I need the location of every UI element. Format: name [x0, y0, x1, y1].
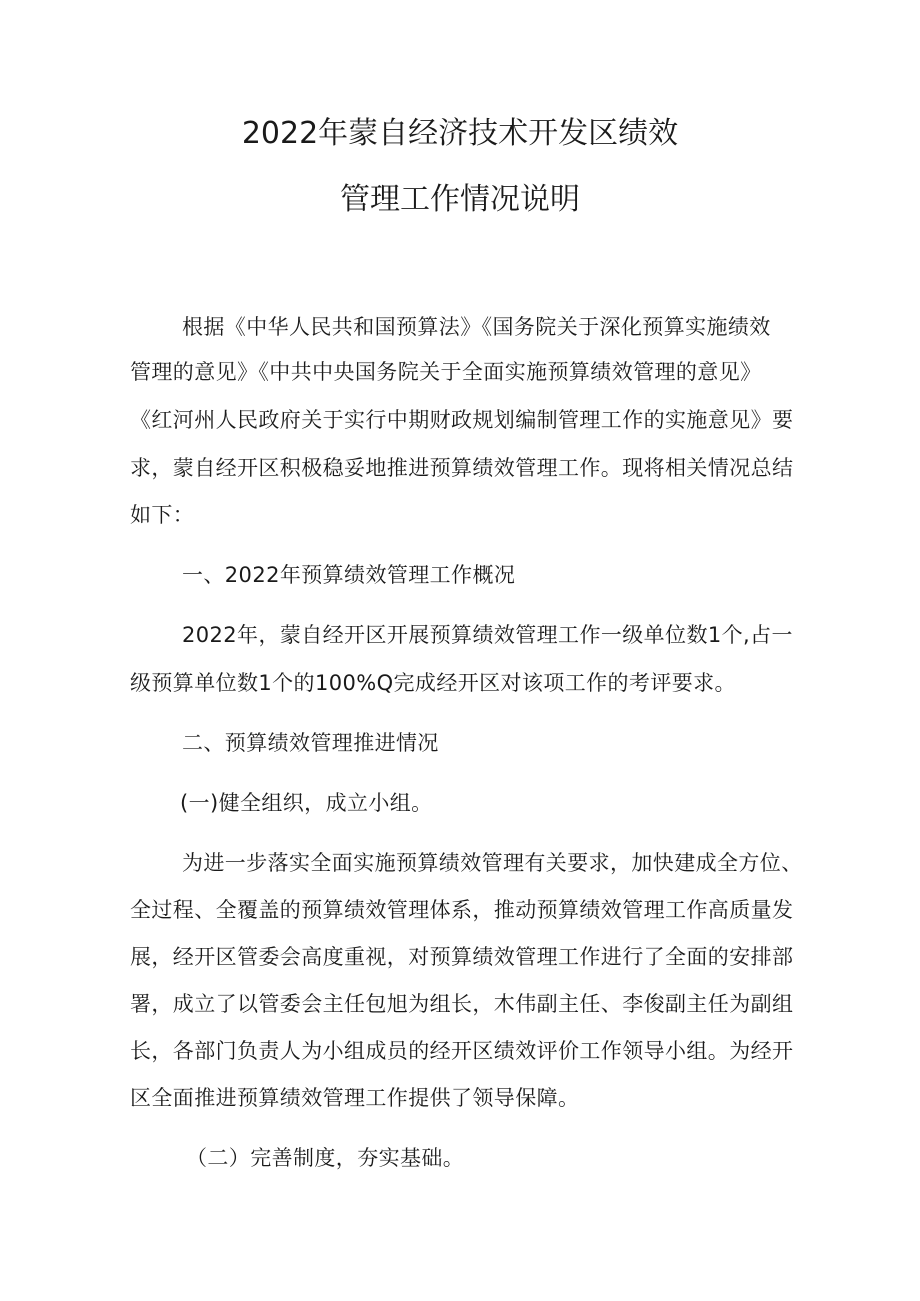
subsection-2-heading: （二）完善制度，夯实基础。	[186, 1146, 465, 1170]
section-1-line-2: 级预算单位数1个的100%Q完成经开区对该项工作的考评要求。	[130, 671, 736, 695]
intro-line-3: 《红河州人民政府关于实行中期财政规划编制管理工作的实施意见》要	[130, 408, 794, 432]
intro-line-1: 根据《中华人民共和国预算法》《国务院关于深化预算实施绩效	[182, 315, 771, 339]
section-2-heading: 二、预算绩效管理推进情况	[182, 731, 439, 755]
intro-line-5: 如下：	[130, 503, 195, 527]
document-title-line-2: 管理工作情况说明	[340, 182, 580, 217]
intro-line-4: 求，蒙自经开区积极稳妥地推进预算绩效管理工作。现将相关情况总结	[130, 456, 794, 480]
intro-line-2: 管理的意见》《中共中央国务院关于全面实施预算绩效管理的意见》	[130, 360, 762, 384]
subsection-1-heading: (一)健全组织，成立小组。	[180, 791, 433, 815]
subsection-1-line-1: 为进一步落实全面实施预算绩效管理有关要求，加快建成全方位、	[182, 851, 803, 875]
subsection-1-line-3: 展，经开区管委会高度重视，对预算绩效管理工作进行了全面的安排部	[130, 945, 794, 969]
subsection-1-line-2: 全过程、全覆盖的预算绩效管理体系，推动预算绩效管理工作高质量发	[130, 898, 794, 922]
section-1-heading: 一、2022年预算绩效管理工作概况	[182, 563, 516, 587]
subsection-1-line-4: 署，成立了以管委会主任包旭为组长，木伟副主任、李俊副主任为副组	[130, 992, 794, 1016]
subsection-1-line-5: 长，各部门负责人为小组成员的经开区绩效评价工作领导小组。为经开	[130, 1039, 794, 1063]
document-title-line-1: 2022年蒙自经济技术开发区绩效	[241, 116, 679, 151]
section-1-line-1: 2022年，蒙自经开区开展预算绩效管理工作一级单位数1个,占一	[182, 623, 793, 647]
subsection-1-line-6: 区全面推进预算绩效管理工作提供了领导保障。	[130, 1086, 580, 1110]
